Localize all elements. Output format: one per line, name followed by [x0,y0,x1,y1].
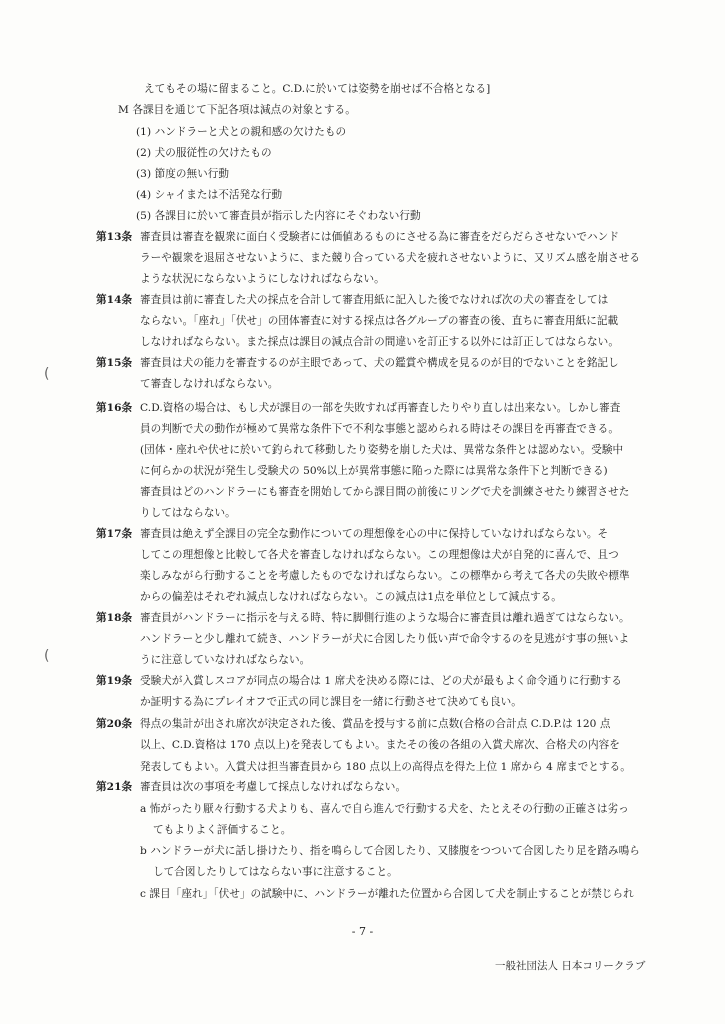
article-16-text: (団体・座れや伏せに於いて釣られて移動したり姿勢を崩した犬は、異常な条件とは認めない。受験中 [140,444,624,456]
section-m-heading: M 各課目を通じて下記各項は減点の対象とする。 [118,104,356,116]
article-21-label: 第21条 [96,781,133,793]
article-17-label: 第17条 [96,528,133,540]
article-15-text: 審査員は犬の能力を審査するのが主眼であって、犬の鑑賞や構成を見るのが目的でないことを銘記し [140,357,619,369]
article-14-text: 審査員は前に審査した犬の採点を合計して審査用紙に記入した後でなければ次の犬の審査をしては [140,294,609,306]
article-13-label: 第13条 [96,231,133,243]
article-13-text: ような状況にならないようにしなければならない。 [140,273,385,285]
article-15-text: て審査しなければならない。 [140,378,279,390]
article-21-text: 審査員は次の事項を考慮して採点しなければならない。 [140,781,407,793]
article-17-text: 楽しみながら行動することを考慮したものでなければならない。この標準から考えて各犬の失敗や標準 [140,570,630,582]
article-20-label: 第20条 [96,718,133,730]
article-16-label: 第16条 [96,402,133,414]
deduction-item: (5) 各課目に於いて審査員が指示した内容にそぐわない行動 [136,210,421,222]
article-13-text: 審査員は審査を観衆に面白く受験者には価値あるものにさせる為に審査をだらだらさせないでハンド [140,231,619,243]
scan-mark: ( [44,648,50,664]
deduction-item: (4) シャイまたは不活発な行動 [136,189,283,201]
page-number: - 7 - [351,925,374,938]
article-20-text: 発表してもよい。入賞犬は担当審査員から 180 点以上の高得点を得た上位 1 席から 4 席までとする。 [140,761,631,773]
article-15-label: 第15条 [96,357,133,369]
article-16-text: に何らかの状況が発生し受験犬の 50%以上が異常事態に陥った際には異常な条件下と判断できる) [140,465,608,477]
scan-mark: ( [44,366,50,382]
article-20-text: 得点の集計が出され席次が決定された後、賞品を授与する前に点数(合格の合計点 C.D.P.は 120 点 [140,718,611,730]
article-18-text: うに注意していなければならない。 [140,654,311,666]
article-20-text: 以上、C.D.資格は 170 点以上)を発表してもよい。またその後の各組の入賞犬席次、合格犬の内容を [140,739,620,751]
article-14-label: 第14条 [96,294,133,306]
article-17-text: してこの理想像と比較して各犬を審査しなければならない。この理想像は犬が自発的に喜んで、且つ [140,549,619,561]
article-21-item: a 怖がったり厭々行動する犬よりも、喜んで自ら進んで行動する犬を、たとえその行動の正確さは劣っ [140,803,629,815]
article-18-text: ハンドラーと少し離れて続き、ハンドラーが犬に合図したり低い声で命令するのを見逃がす事の無いよ [140,633,630,645]
article-14-text: しなければならない。また採点は課目の減点合計の間違いを訂正する以外には訂正してはならない。 [140,336,619,348]
deduction-item: (1) ハンドラーと犬との親和感の欠けたもの [136,126,347,138]
article-19-label: 第19条 [96,675,133,687]
article-16-text: 員の判断で犬の動作が極めて異常な条件下で不利な事態と認められる時はその課目を再審査できる。 [140,423,619,435]
deduction-item: (3) 節度の無い行動 [136,168,230,180]
article-16-text: 審査員はどのハンドラーにも審査を開始してから課目間の前後にリングで犬を訓練させたり練習させた [140,486,630,498]
article-13-text: ラーや観衆を退屈させないように、また競り合っている犬を疲れさせないように、又リズム感を崩させる [140,252,641,264]
article-18-label: 第18条 [96,612,133,624]
article-21-item: b ハンドラーが犬に話し掛けたり、指を鳴らして合図したり、又膝腹をつついて合図したり足を踏み鳴ら [140,845,640,857]
article-16-text: C.D.資格の場合は、もし犬が課目の一部を失敗すれば再審査したりやり直しは出来ない。しかし審査 [140,402,621,414]
article-14-text: ならない。「座れ」「伏せ」の団体審査に対する採点は各グループの審査の後、直ちに審査用紙に記載 [140,315,619,327]
deduction-item: (2) 犬の服従性の欠けたもの [136,147,272,159]
article-17-text: からの偏差はそれぞれ減点しなければならない。この減点は1点を単位として減点する。 [140,591,562,603]
article-17-text: 審査員は絶えず全課目の完全な動作についての理想像を心の中に保持していなければならない。そ [140,528,609,540]
article-19-text: 受験犬が入賞しスコアが同点の場合は 1 席犬を決める際には、どの犬が最もよく命令通りに行動する [140,675,622,687]
article-19-text: か証明する為にプレイオフで正式の同じ課目を一緒に行動させて決めても良い。 [140,696,522,708]
article-21-item: てもよりよく評価すること。 [153,824,292,836]
article-21-item: して合図したりしてはならない事に注意すること。 [153,866,398,878]
organization-name: 一般社団法人 日本コリークラブ [495,960,646,972]
continued-text: えてもその場に留まること。C.D.に於いては姿勢を崩せば不合格となる] [144,83,491,95]
article-16-text: りしてはならない。 [140,507,236,519]
article-18-text: 審査員がハンドラーに指示を与える時、特に脚側行進のような場合に審査員は離れ過ぎてはならない。 [140,612,630,624]
article-21-item: c 課目「座れ」「伏せ」の試験中に、ハンドラーが離れた位置から合図して犬を制止することが禁じられ [140,888,634,900]
